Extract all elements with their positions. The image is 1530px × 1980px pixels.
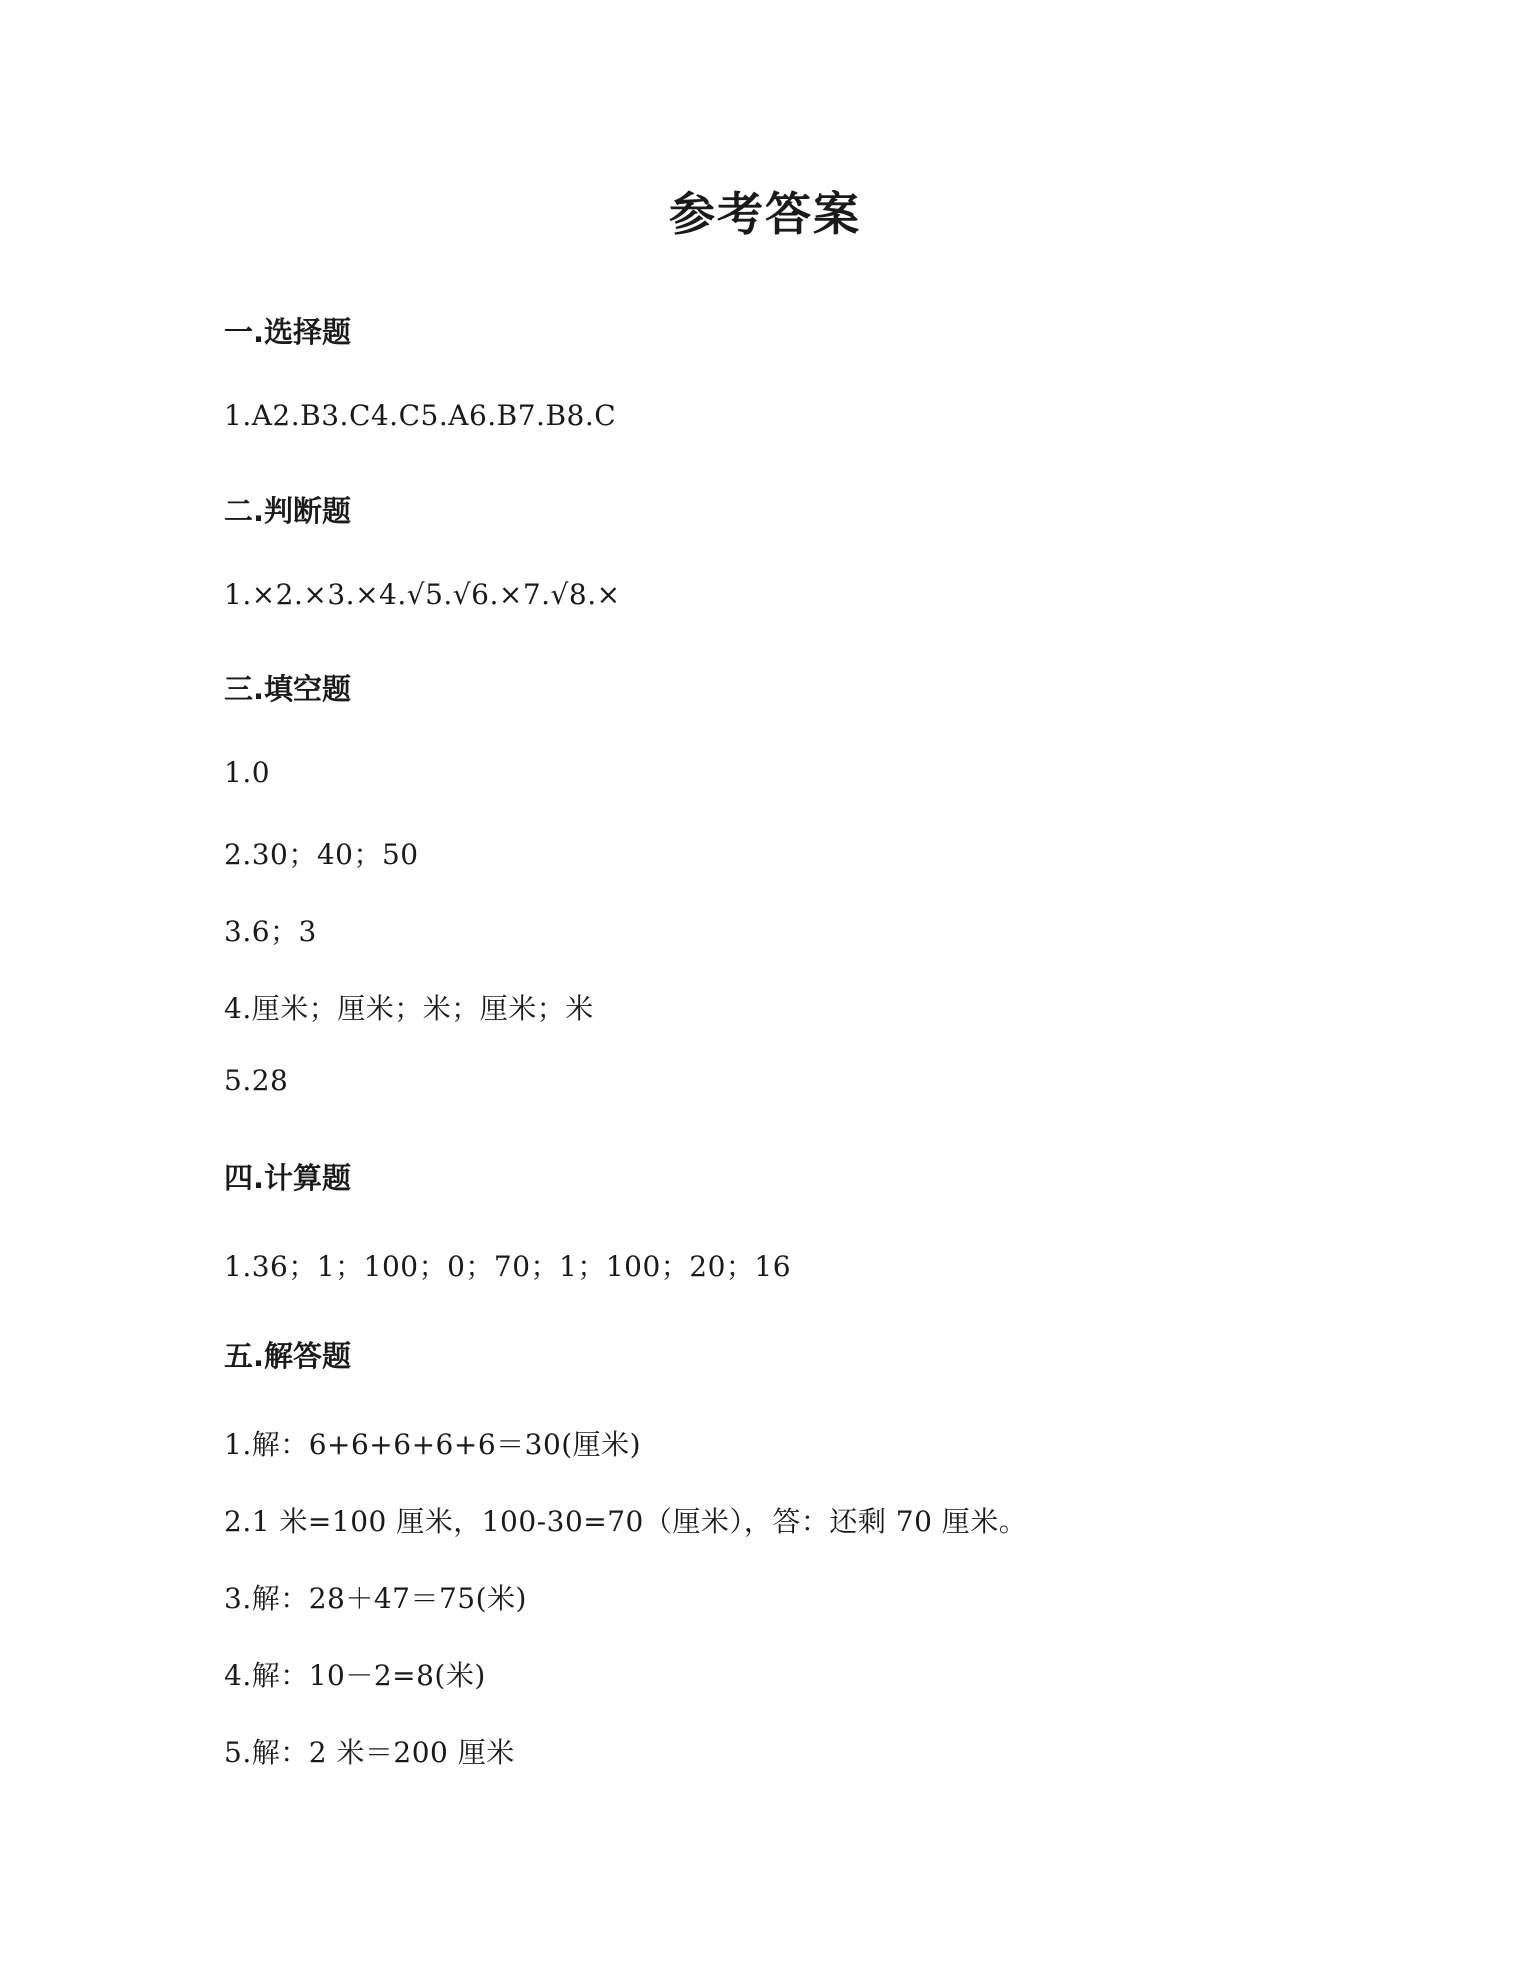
answer-line: 5.28	[224, 1064, 289, 1097]
answer-line: 1.36；1；100；0；70；1；100；20；16	[224, 1250, 792, 1283]
answer-line: 2.30；40；50	[224, 838, 419, 871]
section-heading-judgement: 二.判断题	[224, 494, 352, 528]
section-heading-word-problems: 五.解答题	[224, 1339, 352, 1373]
answer-line: 1.解：6+6+6+6+6＝30(厘米)	[224, 1428, 642, 1461]
answer-line: 3.解：28＋47＝75(米)	[224, 1582, 527, 1615]
section-heading-choice: 一.选择题	[224, 315, 352, 349]
answer-line: 5.解：2 米＝200 厘米	[224, 1736, 515, 1769]
answer-line: 2.1 米=100 厘米，100-30=70（厘米），答：还剩 70 厘米。	[224, 1505, 1028, 1538]
answer-line: 1.A2.B3.C4.C5.A6.B7.B8.C	[224, 399, 617, 432]
answer-line: 1.×2.×3.×4.√5.√6.×7.√8.×	[224, 578, 621, 611]
answer-line: 4.解：10－2=8(米)	[224, 1659, 486, 1692]
answer-line: 4.厘米；厘米；米；厘米；米	[224, 992, 594, 1025]
section-heading-fill-blank: 三.填空题	[224, 672, 352, 706]
answer-line: 3.6；3	[224, 915, 317, 948]
section-heading-calculation: 四.计算题	[224, 1161, 352, 1195]
answer-line: 1.0	[224, 756, 271, 789]
page-title: 参考答案	[669, 187, 861, 241]
